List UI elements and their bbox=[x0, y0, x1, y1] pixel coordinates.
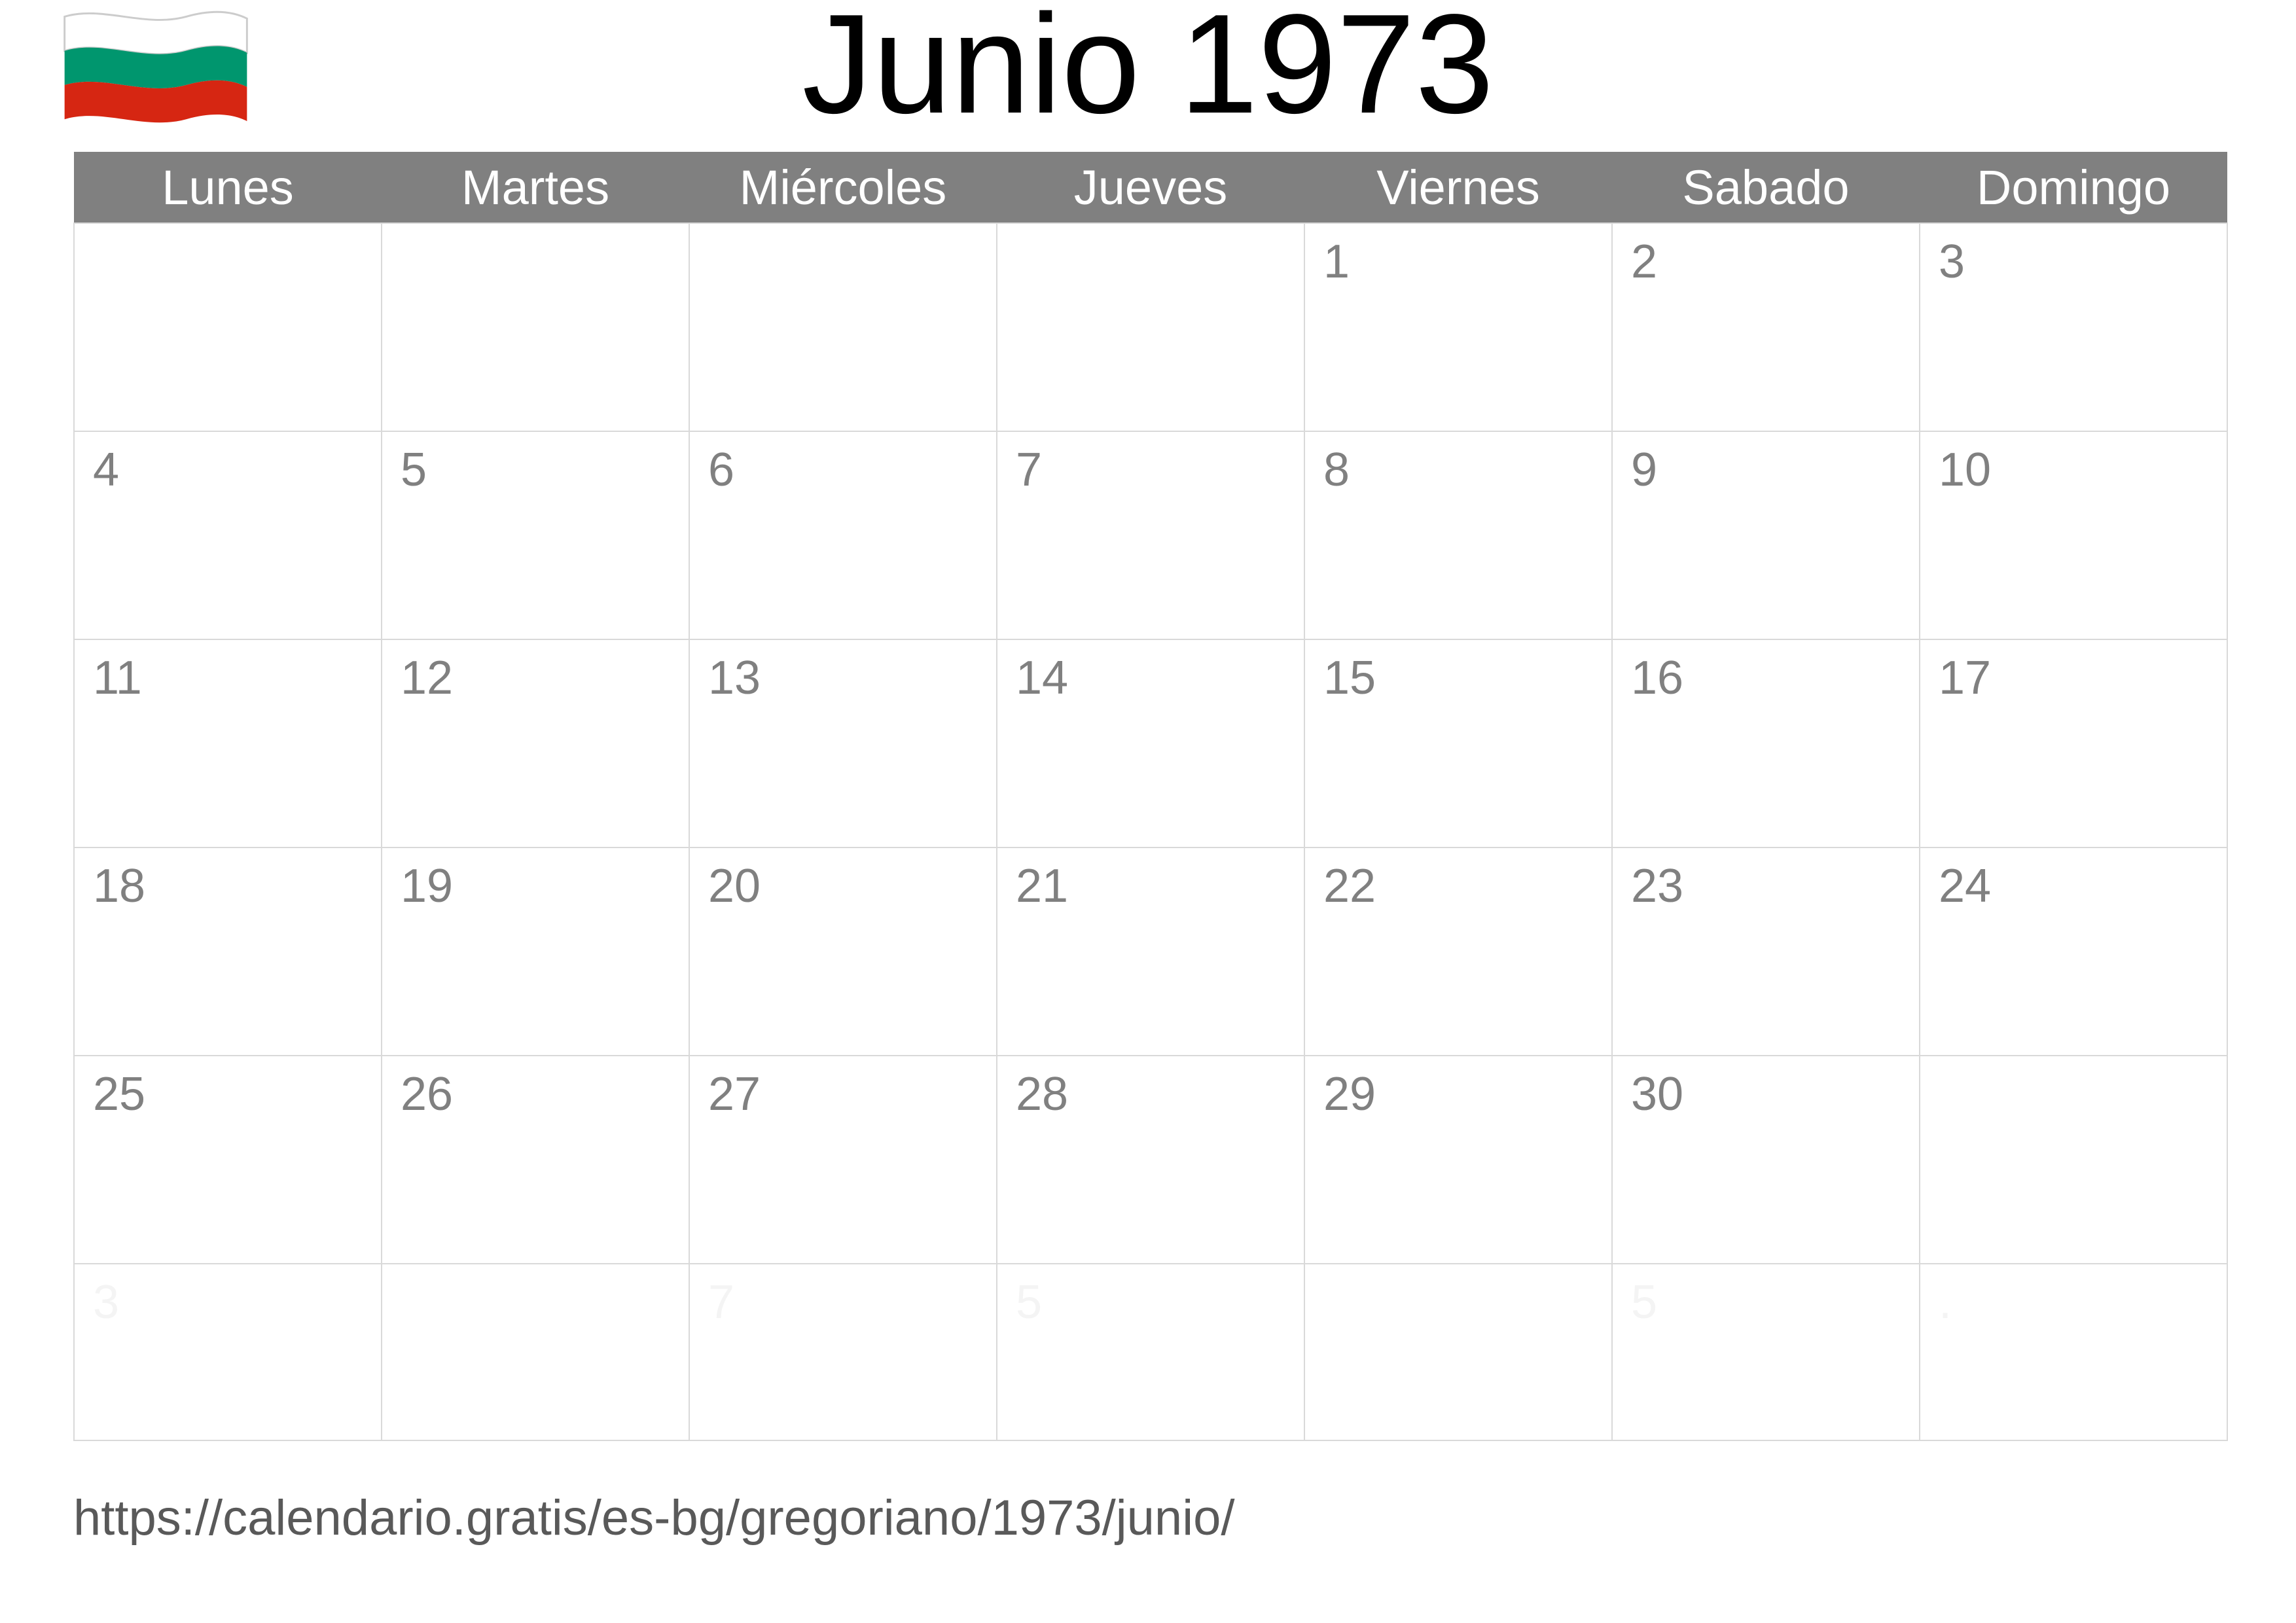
day-cell[interactable] bbox=[382, 847, 689, 1056]
day-cell[interactable] bbox=[1920, 639, 2227, 847]
page-title: Junio 1973 bbox=[802, 0, 1494, 143]
day-number: 5 bbox=[401, 444, 427, 496]
day-cell[interactable] bbox=[382, 223, 689, 431]
day-number: 29 bbox=[1323, 1068, 1376, 1120]
day-cell[interactable] bbox=[997, 639, 1304, 847]
day-number: 21 bbox=[1016, 860, 1069, 912]
day-number: 28 bbox=[1016, 1068, 1069, 1120]
day-number: 2 bbox=[1631, 236, 1658, 288]
weekday-header-sunday: Domingo bbox=[1920, 152, 2227, 223]
day-number: 14 bbox=[1016, 652, 1069, 704]
day-cell[interactable] bbox=[74, 431, 382, 639]
day-number: 9 bbox=[1631, 444, 1658, 496]
day-cell[interactable] bbox=[1304, 431, 1612, 639]
weekday-header-saturday: Sabado bbox=[1612, 152, 1920, 223]
day-number: 24 bbox=[1939, 860, 1992, 912]
calendar-week-row bbox=[74, 639, 2227, 847]
day-number: 5 bbox=[1631, 1276, 1658, 1329]
day-number: 13 bbox=[708, 652, 761, 704]
day-cell[interactable] bbox=[74, 223, 382, 431]
day-cell[interactable] bbox=[1304, 1264, 1612, 1440]
weekday-header-wednesday: Miércoles bbox=[689, 152, 997, 223]
day-cell[interactable] bbox=[382, 1056, 689, 1264]
day-number: 20 bbox=[708, 860, 761, 912]
weekday-header-tuesday: Martes bbox=[382, 152, 689, 223]
day-number: 4 bbox=[93, 444, 120, 496]
day-cell[interactable] bbox=[1920, 847, 2227, 1056]
day-number: 16 bbox=[1631, 652, 1684, 704]
day-number: 1 bbox=[1323, 236, 1350, 288]
day-number: . bbox=[1939, 1276, 1952, 1329]
day-cell[interactable] bbox=[997, 223, 1304, 431]
day-cell[interactable] bbox=[997, 847, 1304, 1056]
day-number: 8 bbox=[1323, 444, 1350, 496]
day-number: 22 bbox=[1323, 860, 1376, 912]
day-cell[interactable] bbox=[1920, 431, 2227, 639]
day-number: 18 bbox=[93, 860, 146, 912]
calendar-week-row bbox=[74, 223, 2227, 431]
day-cell[interactable] bbox=[1920, 1264, 2227, 1440]
day-cell[interactable] bbox=[689, 223, 997, 431]
weekday-header-friday: Viernes bbox=[1304, 152, 1612, 223]
day-cell[interactable] bbox=[382, 1264, 689, 1440]
calendar-week-row bbox=[74, 1056, 2227, 1264]
day-number: 3 bbox=[1939, 236, 1965, 288]
calendar-table bbox=[73, 152, 2228, 1441]
day-cell[interactable] bbox=[1304, 847, 1612, 1056]
day-cell[interactable] bbox=[74, 847, 382, 1056]
day-cell[interactable] bbox=[1304, 1056, 1612, 1264]
calendar-week-row bbox=[74, 847, 2227, 1056]
day-number: 23 bbox=[1631, 860, 1684, 912]
day-cell[interactable] bbox=[1920, 1056, 2227, 1264]
day-cell[interactable] bbox=[997, 1264, 1304, 1440]
day-cell[interactable] bbox=[997, 431, 1304, 639]
day-number: 25 bbox=[93, 1068, 146, 1120]
weekday-header-row bbox=[74, 152, 2227, 223]
day-number: 7 bbox=[708, 1276, 735, 1329]
day-cell[interactable] bbox=[689, 431, 997, 639]
weekday-header-monday: Lunes bbox=[74, 152, 382, 223]
calendar-week-row-faded bbox=[74, 1264, 2227, 1440]
day-cell[interactable] bbox=[382, 639, 689, 847]
day-cell[interactable] bbox=[1304, 223, 1612, 431]
day-cell[interactable] bbox=[74, 639, 382, 847]
day-cell[interactable] bbox=[689, 639, 997, 847]
day-cell[interactable] bbox=[1612, 847, 1920, 1056]
day-number: 19 bbox=[401, 860, 454, 912]
day-number: 17 bbox=[1939, 652, 1992, 704]
day-number: 6 bbox=[708, 444, 735, 496]
day-cell[interactable] bbox=[689, 1264, 997, 1440]
day-cell[interactable] bbox=[1612, 223, 1920, 431]
day-cell[interactable] bbox=[689, 1056, 997, 1264]
day-number: 11 bbox=[93, 652, 142, 704]
day-cell[interactable] bbox=[689, 847, 997, 1056]
weekday-header-thursday: Jueves bbox=[997, 152, 1304, 223]
source-url[interactable]: https://calendario.gratis/es-bg/gregoriano/1973/junio/ bbox=[73, 1490, 1235, 1546]
day-number: 27 bbox=[708, 1068, 761, 1120]
day-cell[interactable] bbox=[997, 1056, 1304, 1264]
day-cell[interactable] bbox=[74, 1056, 382, 1264]
day-number: 12 bbox=[401, 652, 454, 704]
day-cell[interactable] bbox=[1612, 639, 1920, 847]
day-number: 7 bbox=[1016, 444, 1043, 496]
day-number: 15 bbox=[1323, 652, 1376, 704]
day-cell[interactable] bbox=[1612, 431, 1920, 639]
day-number: 3 bbox=[93, 1276, 120, 1329]
day-number: 5 bbox=[1016, 1276, 1043, 1329]
day-number: 26 bbox=[401, 1068, 454, 1120]
day-cell[interactable] bbox=[1304, 639, 1612, 847]
day-cell[interactable] bbox=[74, 1264, 382, 1440]
day-number: 30 bbox=[1631, 1068, 1684, 1120]
day-cell[interactable] bbox=[1920, 223, 2227, 431]
day-number: 10 bbox=[1939, 444, 1992, 496]
day-cell[interactable] bbox=[382, 431, 689, 639]
calendar-week-row bbox=[74, 431, 2227, 639]
page-header bbox=[0, 0, 2296, 151]
day-cell[interactable] bbox=[1612, 1264, 1920, 1440]
day-cell[interactable] bbox=[1612, 1056, 1920, 1264]
